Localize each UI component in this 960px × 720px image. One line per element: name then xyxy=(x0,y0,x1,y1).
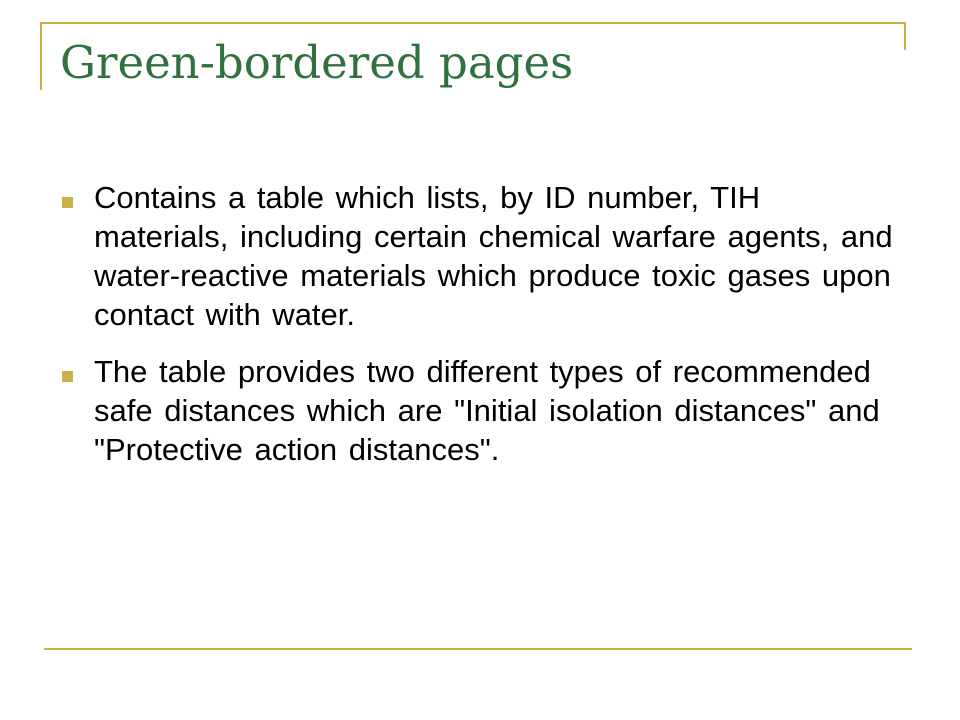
bullet-item xyxy=(60,178,900,334)
top-border-rule xyxy=(40,22,906,24)
slide-title: Green-bordered pages xyxy=(60,36,574,89)
bullet-list xyxy=(60,178,900,487)
bullet-item xyxy=(60,352,900,469)
bullet-text: Contains a table which lists, by ID number, TIH materials, including certain chemical warfare agents, and water-reactive materials which produce toxic gases upon contact with water. xyxy=(94,180,893,332)
right-border-rule xyxy=(904,22,906,50)
square-bullet-icon xyxy=(62,197,73,208)
bullet-text: The table provides two different types of recommended safe distances which are "Initial isolation distances" and "Protective action distances". xyxy=(94,354,880,467)
bottom-border-rule xyxy=(44,648,912,650)
left-border-rule xyxy=(40,22,42,90)
square-bullet-icon xyxy=(62,371,73,382)
